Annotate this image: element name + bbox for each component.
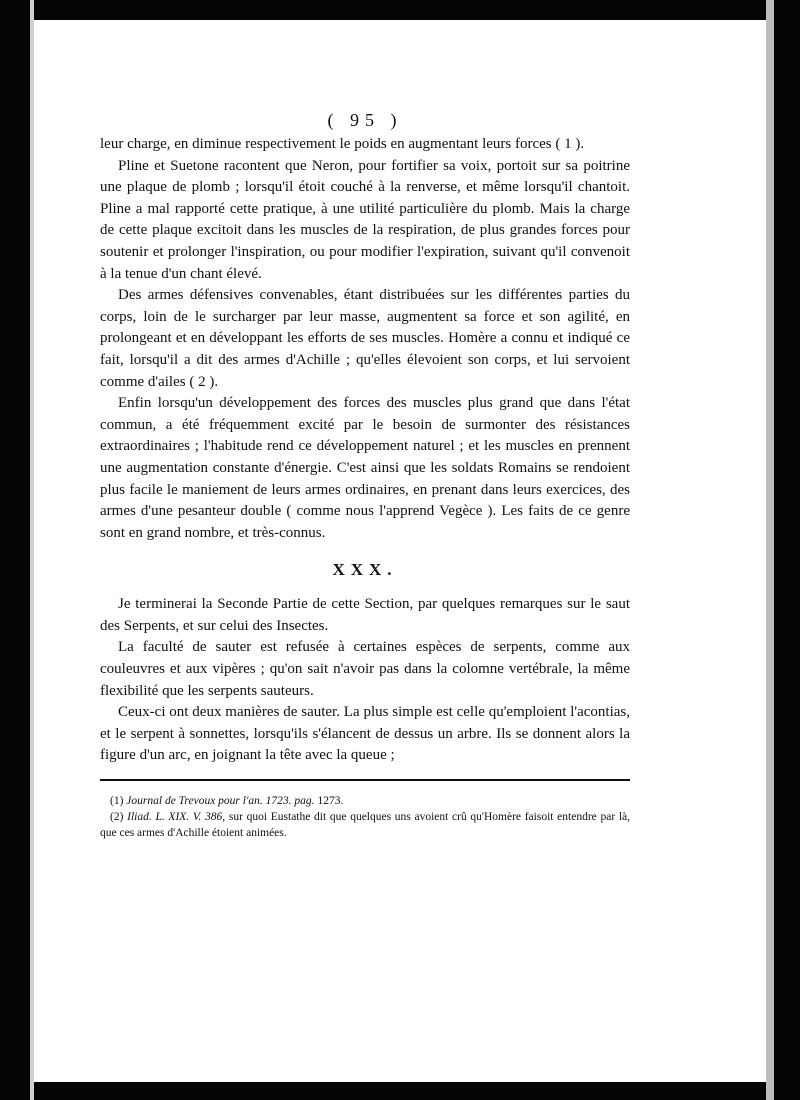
scan-mark <box>788 50 800 53</box>
scan-mark <box>788 300 800 303</box>
paragraph: Enfin lorsqu'un développement des forces des muscles plus grand que dans l'état commun, a été fréquemment excité par le besoin de surmonter des résistances extraordinaires ; l'habitude rend ce développement naturel ; et les muscles en prennent une augmentation constante d'énergie. C'est ainsi que les soldats Romains se rendoient plus facile le maniement de leurs armes ordinaires, en prenant dans leurs exercices, des armes d'une pesanteur double ( comme nous l'apprend Vegèce ). Les faits de ce genre sont en grand nombre, et très-connus. <box>100 395 630 541</box>
section-heading: XXX. <box>332 560 398 580</box>
scan-border-top <box>0 0 800 20</box>
footnote-text: sur quoi Eustathe dit que quelques uns avoient crû qu'Homère faisoit entendre par là, que ces armes d'Achille étoient animées. <box>100 811 631 840</box>
scan-border-bottom <box>0 1082 800 1100</box>
footnote <box>100 793 630 809</box>
page-number: ( 95 ) <box>327 110 403 130</box>
paragraph: Ceux-ci ont deux manières de sauter. La plus simple est celle qu'emploient l'acontias, et le serpent à sonnettes, lorsqu'ils s'élancent de dessus un arbre. Ils se donnent alors la figure d'un arc, en joignant la tête avec la queue ; <box>100 704 630 764</box>
text-block-before-heading <box>100 134 630 544</box>
footnote-marker: (2) <box>110 811 124 824</box>
footnote-text: 1273. <box>317 795 344 808</box>
paragraph: Je terminerai la Seconde Partie de cette Section, par quelques remarques sur le saut des Serpents, et sur celui des Insectes. <box>100 596 630 634</box>
scan-border-right <box>774 0 800 1100</box>
paragraph: Pline et Suetone racontent que Neron, pour fortifier sa voix, portoit sur sa poitrine une plaque de plomb ; lorsqu'il étoit couché à la renverse, et même lorsqu'il chantoit. Pline a mal rapporté cette pratique, à une utilité particulière du plomb. Mais la charge de cette plaque excitoit dans les muscles de la respiration, de plus grandes forces pour soutenir et prolonger l'inspiration, ou pour modifier l'expiration, suivant qu'il convenoit à la tenue d'un chant élevé. <box>100 157 630 282</box>
footnote-marker: (1) <box>110 795 124 808</box>
paragraph: La faculté de sauter est refusée à certaines espèces de serpents, comme aux couleuvres et aux vipères ; qu'on sait n'avoir pas dans la colomne vertébrale, la même flexibilité que les serpents sauteurs. <box>100 639 630 699</box>
scan-mark <box>788 8 800 11</box>
footnotes <box>100 793 630 841</box>
scan-border-left <box>0 0 30 1100</box>
scan-mark <box>788 520 800 523</box>
paragraph: Des armes défensives convenables, étant distribuées sur les différentes parties du corps, loin de le surcharger par leur masse, augmentent sa force et son agilité, en prolongeant et en développant les efforts de ses muscles. Homère a connu et indiqué ce fait, lorsqu'il a dit des armes d'Achille ; qu'elles élevoient son corps, et lui servoient comme d'ailes ( 2 ). <box>100 287 630 390</box>
footnote-divider <box>100 779 630 781</box>
footnote-citation: Journal de Trevoux pour l'an. 1723. pag. <box>126 795 315 808</box>
scan-border-left-shadow <box>30 0 34 1100</box>
footnote <box>100 809 630 841</box>
text-block-after-heading <box>100 594 630 767</box>
book-page <box>100 106 630 841</box>
paragraph: leur charge, en diminue respectivement le poids en augmentant leurs forces ( 1 ). <box>100 136 585 152</box>
footnote-citation: Iliad. L. XIX. V. 386, <box>127 811 226 824</box>
scan-border-right-shadow <box>766 0 774 1100</box>
